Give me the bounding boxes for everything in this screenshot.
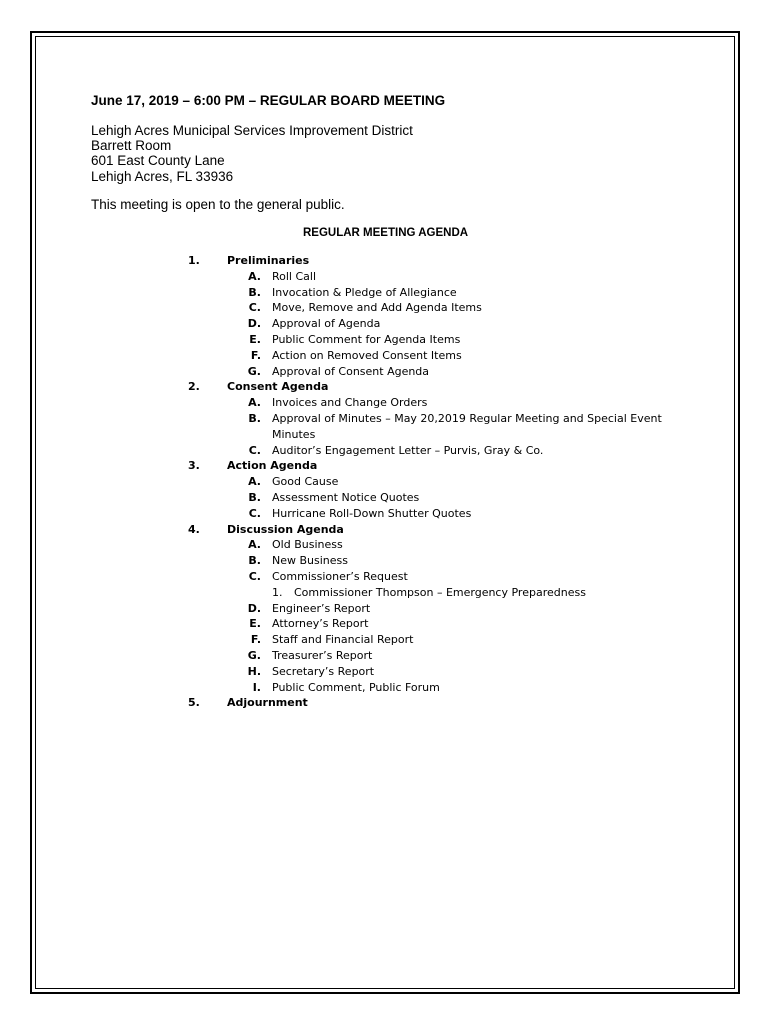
item-text: Invocation & Pledge of Allegiance	[272, 285, 457, 299]
item-letter: C.	[248, 443, 261, 457]
meeting-heading: June 17, 2019 – 6:00 PM – REGULAR BOARD MEETING	[91, 93, 446, 108]
item-letter: A.	[248, 538, 261, 552]
agenda-item-row	[0, 632, 770, 648]
item-text: Approval of Agenda	[272, 317, 381, 331]
item-text: Public Comment, Public Forum	[272, 680, 440, 694]
subitem-text: Commissioner Thompson – Emergency Preparedness	[294, 585, 586, 599]
item-letter: A.	[248, 396, 261, 410]
item-text: Staff and Financial Report	[272, 633, 414, 647]
item-text: Invoices and Change Orders	[272, 396, 428, 410]
item-letter: B.	[248, 554, 261, 568]
agenda-section-row	[0, 379, 770, 395]
section-title: Action Agenda	[227, 459, 318, 473]
item-text: Attorney’s Report	[272, 617, 369, 631]
item-letter: A.	[248, 269, 261, 283]
agenda-item-row	[0, 537, 770, 553]
agenda-title: REGULAR MEETING AGENDA	[303, 227, 469, 239]
item-text: Good Cause	[272, 475, 339, 489]
item-text-continued: Minutes	[272, 427, 316, 441]
item-text: Secretary’s Report	[272, 664, 375, 678]
agenda-item-row	[0, 285, 770, 301]
agenda-item-row	[0, 601, 770, 617]
agenda-item-row	[0, 648, 770, 664]
agenda-item-row	[0, 443, 770, 459]
agenda-item-row	[0, 664, 770, 680]
agenda-item-row	[0, 680, 770, 696]
item-letter: G.	[247, 648, 261, 662]
item-letter: F.	[250, 633, 261, 647]
item-text: Old Business	[272, 538, 343, 552]
item-text: Assessment Notice Quotes	[272, 490, 420, 504]
item-text: Move, Remove and Add Agenda Items	[272, 301, 482, 315]
agenda-item-row	[0, 364, 770, 380]
agenda-item-row	[0, 616, 770, 632]
item-text: Public Comment for Agenda Items	[272, 332, 461, 346]
agenda-item-row	[0, 553, 770, 569]
agenda-section-row	[0, 253, 770, 269]
item-letter: D.	[247, 317, 261, 331]
section-title: Adjournment	[227, 696, 308, 710]
item-letter: I.	[252, 680, 261, 694]
item-letter: E.	[249, 332, 261, 346]
section-number: 3.	[188, 459, 200, 473]
address-line: Lehigh Acres, FL 33936	[91, 168, 234, 184]
item-text: Roll Call	[272, 269, 317, 283]
agenda-item-row	[0, 569, 770, 585]
agenda-item-row	[0, 490, 770, 506]
agenda-item-row	[0, 300, 770, 316]
item-letter: C.	[248, 569, 261, 583]
agenda-subitem-row	[0, 585, 770, 601]
agenda-item-row	[0, 332, 770, 348]
section-number: 1.	[188, 254, 200, 267]
item-letter: A.	[248, 475, 261, 489]
item-text: New Business	[272, 554, 348, 568]
agenda-section-row	[0, 695, 770, 711]
item-text: Approval of Minutes – May 20,2019 Regular Meeting and Special Event	[272, 411, 662, 425]
agenda-section-row	[0, 458, 770, 474]
section-title: Preliminaries	[227, 254, 310, 267]
section-number: 4.	[188, 522, 200, 536]
agenda-item-row	[0, 411, 770, 427]
item-text: Treasurer’s Report	[272, 648, 373, 662]
public-notice: This meeting is open to the general public.	[91, 197, 345, 212]
item-letter: E.	[249, 617, 261, 631]
item-text: Approval of Consent Agenda	[272, 364, 430, 378]
agenda-item-row	[0, 474, 770, 490]
agenda-section-row	[0, 522, 770, 538]
section-number: 2.	[188, 380, 200, 394]
item-letter: C.	[248, 506, 261, 520]
item-text: Engineer’s Report	[272, 601, 371, 615]
agenda-item-row	[0, 395, 770, 411]
item-text: Action on Removed Consent Items	[272, 348, 462, 362]
item-text: Auditor’s Engagement Letter – Purvis, Gray & Co.	[272, 443, 544, 457]
agenda-item-row	[0, 316, 770, 332]
agenda-item-row	[0, 348, 770, 364]
subitem-number: 1.	[272, 585, 283, 599]
agenda-list	[0, 253, 770, 711]
section-title: Discussion Agenda	[227, 522, 344, 536]
section-title: Consent Agenda	[227, 380, 329, 394]
item-text: Commissioner’s Request	[272, 569, 408, 583]
item-letter: G.	[247, 364, 261, 378]
item-letter: H.	[247, 664, 261, 678]
item-text: Hurricane Roll-Down Shutter Quotes	[272, 506, 472, 520]
item-letter: B.	[248, 285, 261, 299]
agenda-item-row	[0, 506, 770, 522]
item-letter: B.	[248, 490, 261, 504]
address-line: Lehigh Acres Municipal Services Improvement District	[91, 123, 413, 138]
agenda-item-continuation	[0, 427, 770, 443]
item-letter: B.	[248, 411, 261, 425]
item-letter: F.	[250, 348, 261, 362]
address-line: Barrett Room	[91, 138, 172, 154]
address-line: 601 East County Lane	[91, 153, 225, 169]
agenda-item-row	[0, 269, 770, 285]
item-letter: C.	[248, 301, 261, 315]
address-block	[91, 123, 413, 184]
item-letter: D.	[247, 601, 261, 615]
section-number: 5.	[188, 696, 200, 710]
